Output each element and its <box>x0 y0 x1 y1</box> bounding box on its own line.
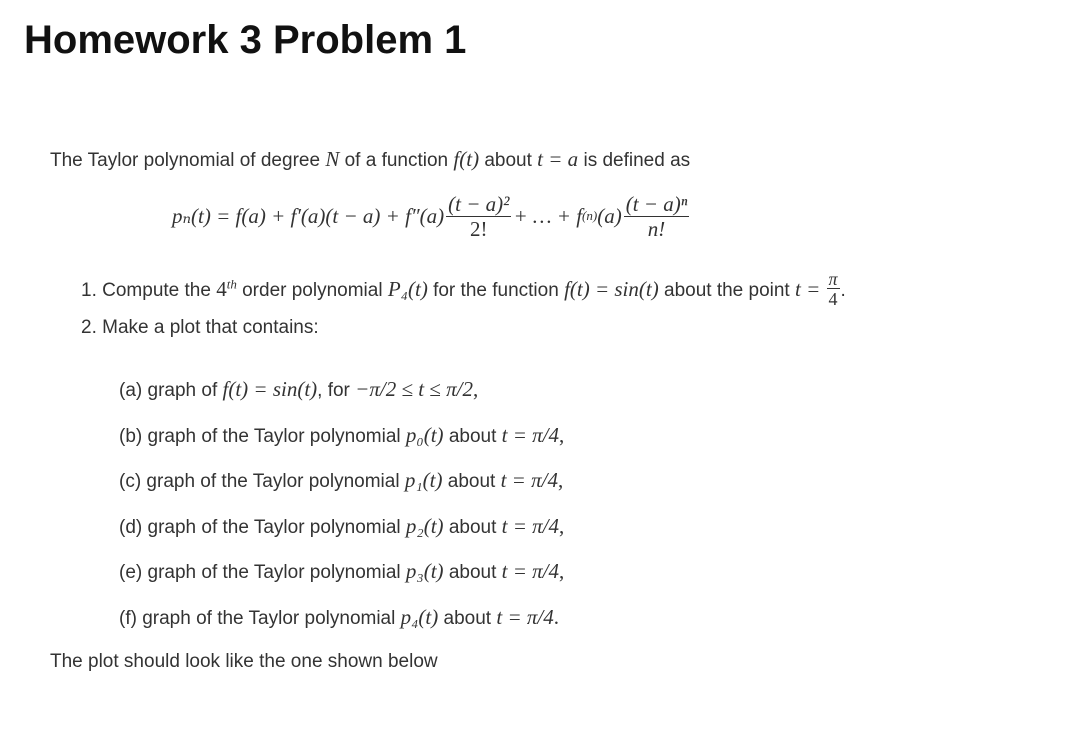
subitem-math: p₃(t) <box>405 559 444 583</box>
degree-variable: N <box>325 147 340 171</box>
intro-text-2: of a function <box>339 150 454 171</box>
subitem-f <box>119 604 559 632</box>
subitem-end: . <box>553 605 559 629</box>
subitem-b <box>119 422 564 450</box>
taylor-formula: pₙ(t) = f(a) + f′(a)(t − a) + f″(a) $\frac{\text{(t − a)²}}{2!}$ + … + f (n) (a) $\frac{\text{(t − a)ⁿ}}{n!}$ <box>172 191 688 241</box>
subitem-math-2: −π/2 ≤ t ≤ π/2 <box>355 377 473 401</box>
intro-text-4: is defined as <box>578 150 691 171</box>
subitem-end: , <box>559 514 565 538</box>
sin-function: f(t) = sin(t) <box>564 277 659 302</box>
subitem-label: (c) graph of the Taylor polynomial <box>119 471 405 492</box>
subitem-math: p₁(t) <box>404 468 443 492</box>
item-1-text-4: about the point <box>658 280 795 302</box>
subitem-label: (d) graph of the Taylor polynomial <box>119 517 406 538</box>
subitem-end: , <box>559 559 565 583</box>
subitem-mid: about <box>443 517 502 538</box>
order-base: 4 <box>216 277 227 302</box>
item-1-text-3: for the function <box>427 280 565 302</box>
subitem-label: (a) graph of <box>119 380 223 401</box>
subitem-label: (b) graph of the Taylor polynomial <box>119 426 406 447</box>
item-1-text-2: order polynomial <box>236 280 388 302</box>
pi-denominator: 4 <box>828 289 838 309</box>
item-2-text: Make a plot that contains: <box>96 317 319 338</box>
subitem-math-2: t = π/4 <box>501 514 560 538</box>
subitem-math: p₀(t) <box>405 423 444 447</box>
subitem-math: f(t) = sin(t) <box>222 377 318 401</box>
list-item-2 <box>81 315 319 341</box>
item-1-number: 1. <box>81 280 97 302</box>
subitem-a <box>119 376 478 404</box>
order-superscript: th <box>226 276 237 292</box>
subitem-mid: , for <box>317 380 356 401</box>
expansion-point: t = a <box>537 147 579 171</box>
formula-fraction-2 <box>624 193 690 240</box>
subitem-math-2: t = π/4 <box>501 559 560 583</box>
fraction-1-numerator: (t − a)² <box>448 191 510 216</box>
subitem-mid: about <box>442 471 501 492</box>
function-symbol: f(t) <box>453 147 480 171</box>
formula-fraction-1 <box>446 193 511 240</box>
intro-text-1: The Taylor polynomial of degree <box>50 150 326 171</box>
subitem-mid: about <box>438 608 497 629</box>
subitem-label: (f) graph of the Taylor polynomial <box>119 608 401 629</box>
item-2-number: 2. <box>81 317 97 338</box>
intro-text-3: about <box>479 150 538 171</box>
point-equation: t = <box>795 277 826 302</box>
subitem-end: , <box>472 377 479 401</box>
intro-paragraph <box>50 146 690 174</box>
item-1-end: . <box>840 280 846 302</box>
page-title: Homework 3 Problem 1 <box>24 18 467 62</box>
formula-mid-2: (a) <box>597 203 622 228</box>
subitem-math: p₂(t) <box>405 514 444 538</box>
subitem-c <box>119 467 563 495</box>
polynomial-p4: P₄(t) <box>387 277 428 302</box>
formula-lhs: pₙ(t) = f(a) + f′(a)(t − a) + f″(a) <box>172 203 445 228</box>
subitem-e <box>119 558 564 586</box>
fraction-2-denominator: n! <box>647 216 666 241</box>
subitem-math: p₄(t) <box>400 605 439 629</box>
list-item-1 <box>81 269 846 310</box>
subitem-label: (e) graph of the Taylor polynomial <box>119 562 406 583</box>
pi-numerator: π <box>828 269 838 289</box>
subitem-math-2: t = π/4 <box>496 605 554 629</box>
subitem-math-2: t = π/4 <box>500 468 558 492</box>
formula-mid: + … + f <box>513 203 583 228</box>
subitem-end: , <box>557 468 564 492</box>
pi-over-4-fraction <box>827 270 840 308</box>
outro-paragraph: The plot should look like the one shown below <box>50 651 438 672</box>
item-1-text-1: Compute the <box>96 280 217 302</box>
subitem-end: , <box>559 423 565 447</box>
fraction-2-numerator: (t − a)ⁿ <box>625 191 688 216</box>
fraction-1-denominator: 2! <box>470 216 488 241</box>
subitem-math-2: t = π/4 <box>501 423 560 447</box>
subitem-mid: about <box>443 426 502 447</box>
subitem-d <box>119 513 564 541</box>
subitem-mid: about <box>443 562 502 583</box>
